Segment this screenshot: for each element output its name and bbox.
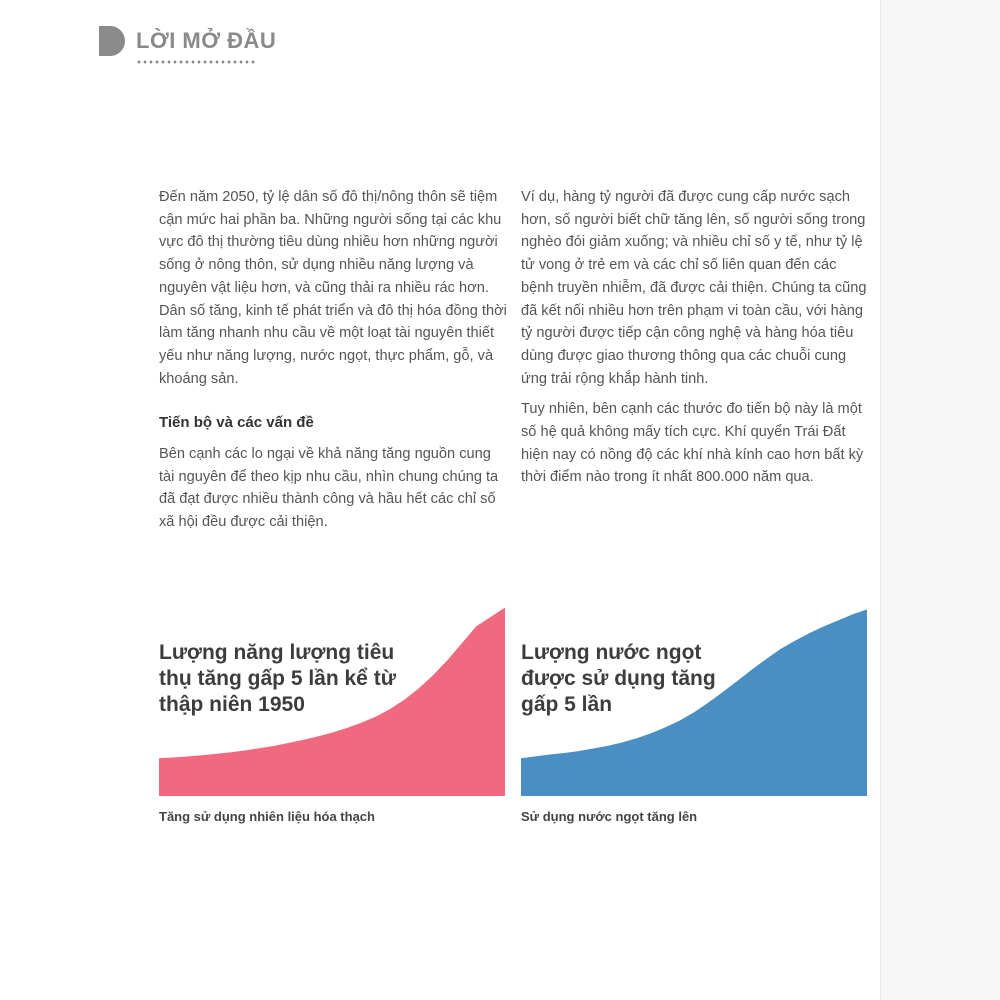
text-column-left [159,186,509,534]
section-tab-marker [99,26,125,56]
paragraph: Đến năm 2050, tỷ lệ dân số đô thị/nông thôn sẽ tiệm cận mức hai phần ba. Những người sống tại các khu vực đô thị thường tiêu dùng nhiều hơn những người sống ở nông thôn, sử dụng nhiều năng lượng và nguyên vật liệu hơn, và cũng thải ra nhiều rác hơn. Dân số tăng, kinh tế phát triển và đô thị hóa đồng thời làm tăng nhanh nhu cầu về một loạt tài nguyên thiết yếu như năng lượng, nước ngọt, thực phẩm, gỗ, và khoáng sản. [159,189,507,387]
paragraph: Tuy nhiên, bên cạnh các thước đo tiến bộ này là một số hệ quả không mấy tích cực. Khí quyển Trái Đất hiện nay có nồng độ các khí nhà kính cao hơn bất kỳ thời điểm nào trong ít nhất 800.000 năm qua. [521,401,864,486]
energy-chart-headline: Lượng năng lượng tiêu thụ tăng gấp 5 lần kể từ thập niên 1950 [159,641,396,716]
water-chart-caption: Sử dụng nước ngọt tăng lên [521,809,698,824]
energy-chart-caption: Tăng sử dụng nhiên liệu hóa thạch [159,809,375,824]
subheading: Tiến bộ và các vấn đề [159,414,314,432]
paragraph: Bên cạnh các lo ngại về khả năng tăng nguồn cung tài nguyên để theo kịp nhu cầu, nhìn chung chúng ta đã đạt được nhiều thành công và hầu hết các chỉ số xã hội đều được cải thiện. [159,446,499,531]
section-title: LỜI MỞ ĐẦU [136,28,277,53]
adjacent-page-edge [880,0,1000,1000]
paragraph: Ví dụ, hàng tỷ người đã được cung cấp nước sạch hơn, số người biết chữ tăng lên, số người sống trong nghèo đói giảm xuống; và nhiều chỉ số y tế, như tỷ lệ tử vong ở trẻ em và các chỉ số liên quan đến các bệnh truyền nhiễm, đã được cải thiện. Chúng ta cũng đã kết nối nhiều hơn trên phạm vi toàn cầu, với hàng tỷ người được tiếp cận công nghệ và hàng hóa tiêu dùng được giao thương thông qua các chuỗi cung ứng trải rộng khắp hành tinh. [521,189,867,387]
section-title-dotted-rule [136,60,256,64]
text-column-right [521,186,871,489]
water-chart-headline: Lượng nước ngọt được sử dụng tăng gấp 5 lần [521,641,716,716]
